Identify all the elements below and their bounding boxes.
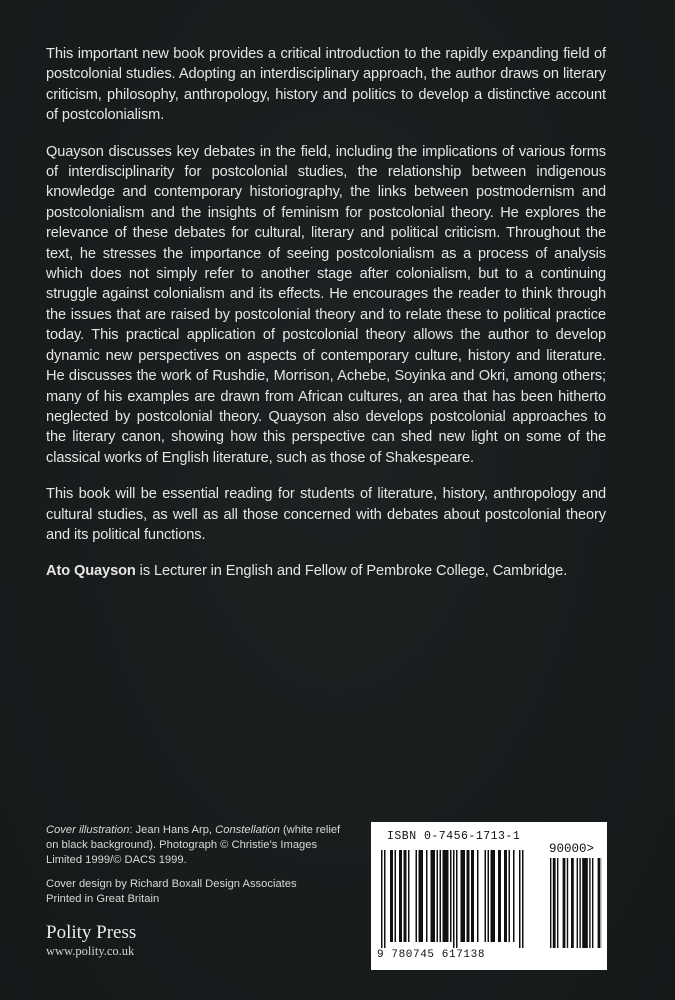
barcode-bar: [395, 850, 397, 942]
barcode-bar: [390, 850, 393, 942]
barcode-bar: [589, 858, 590, 948]
barcode-bar: [504, 850, 507, 942]
barcode-bar: [426, 850, 428, 942]
blurb-paragraph-1: This important new book provides a critical introduction to the rapidly expanding field of postcolonial studies. Adopting an interdisciplinary approach, the author draws on literary criticism, philosophy, anthropology, history and politics to develop a distinctive account of postcolonialism.: [46, 46, 606, 124]
blurb-paragraph-2: Quayson discusses key debates in the field, including the implications of various forms of interdisciplinarity for postcolonial studies, the relationship between indigenous knowledge and contemporary historiography, the links between postmodernism and postcolonialism and the insights of feminism for postcolonial theory. He explores the relevance of these debates for cultural, literary and political criticism. Throughout the text, he stresses the importance of seeing postcolonialism as a process of analysis which does not simply refer to another stage after colonialism, but to a continuing struggle against colonialism and its effects. He encourages the reader to think through the issues that are raised by postcolonial theory and to relate these to political practice today. This practical application of postcolonial theory allows the author to develop dynamic new perspectives on aspects of contemporary culture, history and literature. He discusses the work of Rushdie, Morrison, Achebe, Soyinka and Okri, among others; many of his examples are drawn from African cultures, an area that has been hitherto neglected by postcolonial theory. Quayson also develops postcolonial approaches to the literary canon, showing how this perspective can shed new light on some of the classical works of English literature, such as those of Shakespeare.: [46, 143, 606, 466]
barcode-bar: [491, 850, 496, 942]
barcode-bar: [477, 850, 479, 942]
barcode-bar: [384, 850, 386, 948]
barcode-bar: [553, 858, 556, 948]
barcode-bar: [582, 858, 588, 948]
barcode-bar: [453, 850, 455, 948]
cover-illustration-label: Cover illustration: [46, 824, 130, 836]
barcode-bar: [485, 850, 487, 942]
barcode-bar: [419, 850, 424, 942]
barcode-bar: [592, 858, 593, 948]
barcode-bar: [404, 850, 407, 942]
ean-barcode: [381, 850, 543, 948]
barcode-bar: [488, 850, 490, 942]
barcode-bar: [471, 850, 474, 942]
printed-in: Printed in Great Britain: [46, 893, 160, 905]
barcode-bar: [498, 850, 501, 942]
barcode-bar: [461, 850, 466, 942]
barcode-bar: [509, 850, 511, 942]
isbn-text: ISBN 0-7456-1713-1: [387, 830, 521, 843]
blurb-paragraph-3: This book will be essential reading for students of literature, history, anthropology and cultural studies, as well as all those concerned with debates about postcolonial theory and its political functions.: [46, 486, 606, 543]
barcode-bar: [579, 858, 580, 948]
author-bio: [46, 561, 606, 581]
publisher-url: www.polity.co.uk: [46, 944, 135, 958]
barcode-bar: [467, 850, 470, 942]
barcode-bar: [456, 850, 458, 948]
price-code: 90000>: [549, 842, 595, 856]
barcode-bar: [598, 858, 601, 948]
cover-artwork-title: Constellation: [215, 824, 280, 836]
barcode-bar: [437, 850, 439, 942]
author-name: Ato Quayson: [46, 563, 136, 580]
barcode-bar: [577, 858, 578, 948]
barcode-bar: [416, 850, 418, 942]
publisher-name: Polity Press: [46, 922, 137, 943]
barcode-bar: [440, 850, 442, 942]
barcode-digits: 9 780745 617138: [377, 949, 486, 961]
barcode-label: [371, 822, 607, 970]
barcode-bar: [431, 850, 436, 942]
barcode-bar: [399, 850, 402, 942]
cover-design-credit: Cover design by Richard Boxall Design Associates: [46, 878, 297, 890]
cover-artist: : Jean Hans Arp,: [129, 824, 216, 836]
barcode-bar: [563, 858, 566, 948]
cover-photo-credit: (white relief on black background). Photograph © Christie’s Images Limited 1999/© DACS 1999.: [46, 824, 341, 866]
barcode-bar: [381, 850, 383, 948]
barcode-bar: [450, 850, 452, 942]
author-bio-text: is Lecturer in English and Fellow of Pembroke College, Cambridge.: [135, 563, 568, 580]
publisher: [46, 922, 136, 959]
addon-barcode: [550, 858, 602, 948]
barcode-bar: [557, 858, 558, 948]
barcode-bar: [408, 850, 410, 942]
barcode-bar: [443, 850, 449, 942]
credits: [46, 823, 346, 907]
barcode-bar: [519, 850, 521, 948]
barcode-bar: [550, 858, 551, 948]
cover-illustration-credit: [46, 823, 346, 868]
blurb-text: [46, 44, 606, 598]
barcode-bar: [567, 858, 568, 948]
barcode-bar: [522, 850, 524, 948]
barcode-bar: [513, 850, 515, 942]
barcode-bar: [571, 858, 574, 948]
